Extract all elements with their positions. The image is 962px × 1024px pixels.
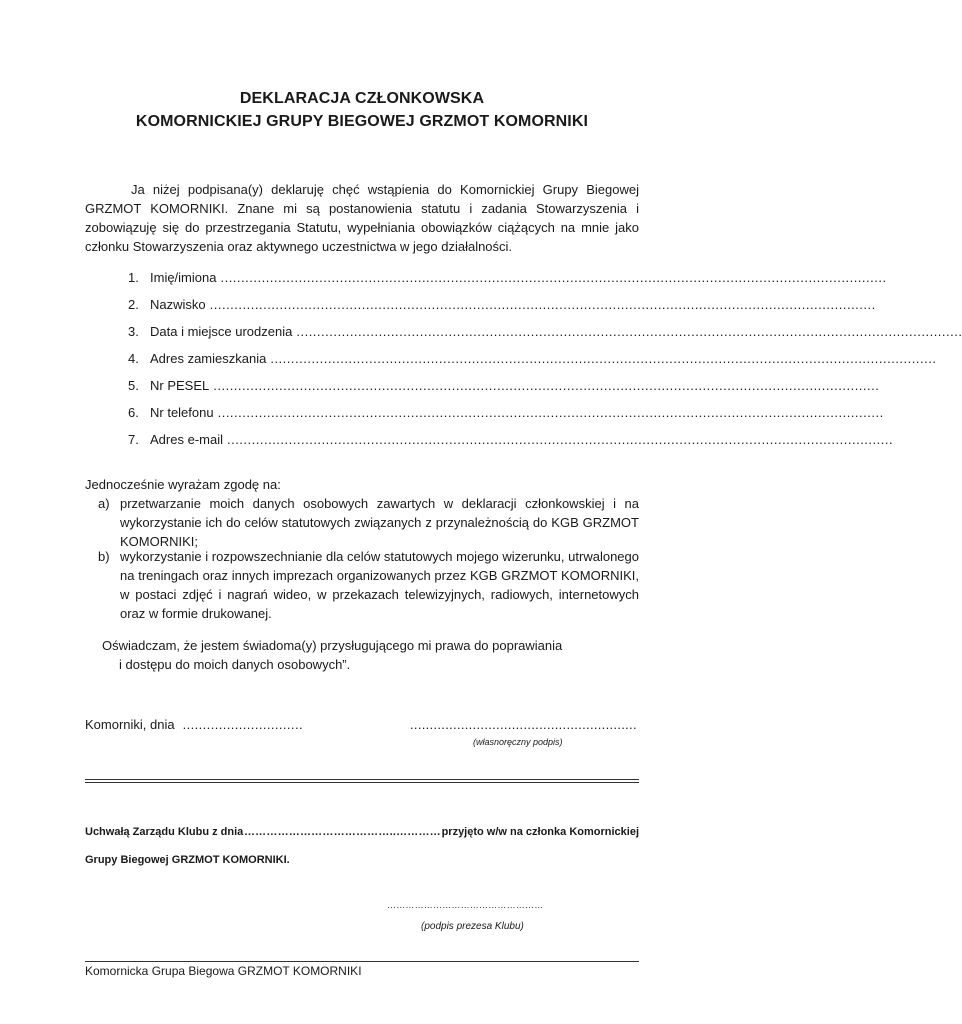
field-number: 2.: [128, 297, 139, 312]
field-label: Adres e-mail: [150, 432, 223, 447]
field-number: 6.: [128, 405, 139, 420]
field-address[interactable]: [128, 351, 937, 378]
field-label: Imię/imiona: [150, 270, 217, 285]
signature-field[interactable]: ..........................................................: [410, 717, 637, 732]
field-label: Nazwisko: [150, 297, 206, 312]
fill-line: ..................................................................................................................................................................: [217, 405, 884, 420]
intro-paragraph: Ja niżej podpisana(y) deklaruję chęć wstąpienia do Komornickiej Grupy Biegowej GRZMOT KOMORNIKI. Znane mi są postanowienia statutu i zadania Stowarzyszenia i zobowiązuję się do przestrzegania Statutu, wypełniania obowiązków ciążących na mnie jako członku Stowarzyszenia oraz aktywnego uczestnictwa w jego działalności.: [85, 182, 639, 254]
personal-data-fields: [128, 270, 962, 459]
fill-line: ..................................................................................................................................................................: [209, 297, 876, 312]
president-signature-caption: (podpis prezesa Klubu): [421, 921, 524, 932]
title-line-1: DEKLARACJA CZŁONKOWSKA: [239, 90, 485, 107]
place-date-line: [85, 717, 303, 732]
field-pesel[interactable]: [128, 378, 880, 405]
declaration-line-1: Oświadczam, że jestem świadoma(y) przysługującego mi prawa do poprawiania: [102, 638, 563, 653]
field-number: 1.: [128, 270, 139, 285]
field-number: 4.: [128, 351, 139, 366]
field-label: Data i miejsce urodzenia: [150, 324, 293, 339]
field-number: 7.: [128, 432, 139, 447]
consent-item-b: [98, 547, 639, 623]
consent-text: przetwarzanie moich danych osobowych zawartych w deklaracji członkowskiej i na wykorzystanie ich do celów statutowych związanych z przynależnością do KGB GRZMOT KOMORNIKI;: [120, 496, 639, 549]
field-label: Nr PESEL: [150, 378, 210, 393]
consent-text: wykorzystanie i rozpowszechnianie dla celów statutowych mojego wizerunku, utrwalonego na treningach oraz innych imprezach organizowanych przez KGB GRZMOT KOMORNIKI, w postaci zdjęć i nagrań wideo, w przekazach telewizyjnych, radiowych, internetowych oraz w formie drukowanej.: [120, 549, 639, 621]
field-phone[interactable]: [128, 405, 884, 432]
place-label: Komorniki, dnia: [85, 717, 175, 732]
field-email[interactable]: [128, 432, 894, 459]
separator-line: [85, 779, 639, 780]
resolution-date-field[interactable]: …………………………………..…………: [243, 826, 441, 838]
field-surname[interactable]: [128, 297, 876, 324]
resolution-suffix: przyjęto w/w na członka Komornickiej: [441, 826, 639, 838]
fill-line: ..................................................................................................................................................................: [213, 378, 880, 393]
title-line-2: KOMORNICKIEJ GRUPY BIEGOWEJ GRZMOT KOMORNIKI: [135, 113, 589, 130]
resolution-prefix: Uchwałą Zarządu Klubu z dnia: [85, 826, 244, 838]
separator-line: [85, 782, 639, 783]
field-birth-date-place[interactable]: [128, 324, 962, 351]
data-rights-declaration: [102, 636, 639, 674]
fill-line: ..................................................................................................................................................................: [270, 351, 937, 366]
resolution-line-2: Grupy Biegowej GRZMOT KOMORNIKI.: [85, 854, 290, 866]
field-number: 5.: [128, 378, 139, 393]
fill-line: ..................................................................................................................................................................: [296, 324, 962, 339]
field-number: 3.: [128, 324, 139, 339]
fill-line: ..................................................................................................................................................................: [220, 270, 887, 285]
footer-rule: [85, 961, 639, 962]
declaration-line-2: i dostępu do moich danych osobowych”.: [119, 657, 351, 672]
fill-line: ..................................................................................................................................................................: [226, 432, 894, 447]
list-marker: b): [98, 549, 110, 564]
president-signature-field[interactable]: ……………………………………………: [387, 900, 544, 910]
field-label: Adres zamieszkania: [150, 351, 267, 366]
date-field[interactable]: ..............................: [182, 717, 303, 732]
field-label: Nr telefonu: [150, 405, 214, 420]
board-resolution: [85, 818, 639, 874]
footer-text: Komornicka Grupa Biegowa GRZMOT KOMORNIKI: [85, 964, 362, 978]
consent-item-a: [98, 494, 639, 551]
consent-intro: Jednocześnie wyrażam zgodę na:: [85, 477, 281, 492]
field-first-names[interactable]: [128, 270, 887, 297]
list-marker: a): [98, 496, 110, 511]
signature-caption: (własnoręczny podpis): [473, 737, 563, 747]
